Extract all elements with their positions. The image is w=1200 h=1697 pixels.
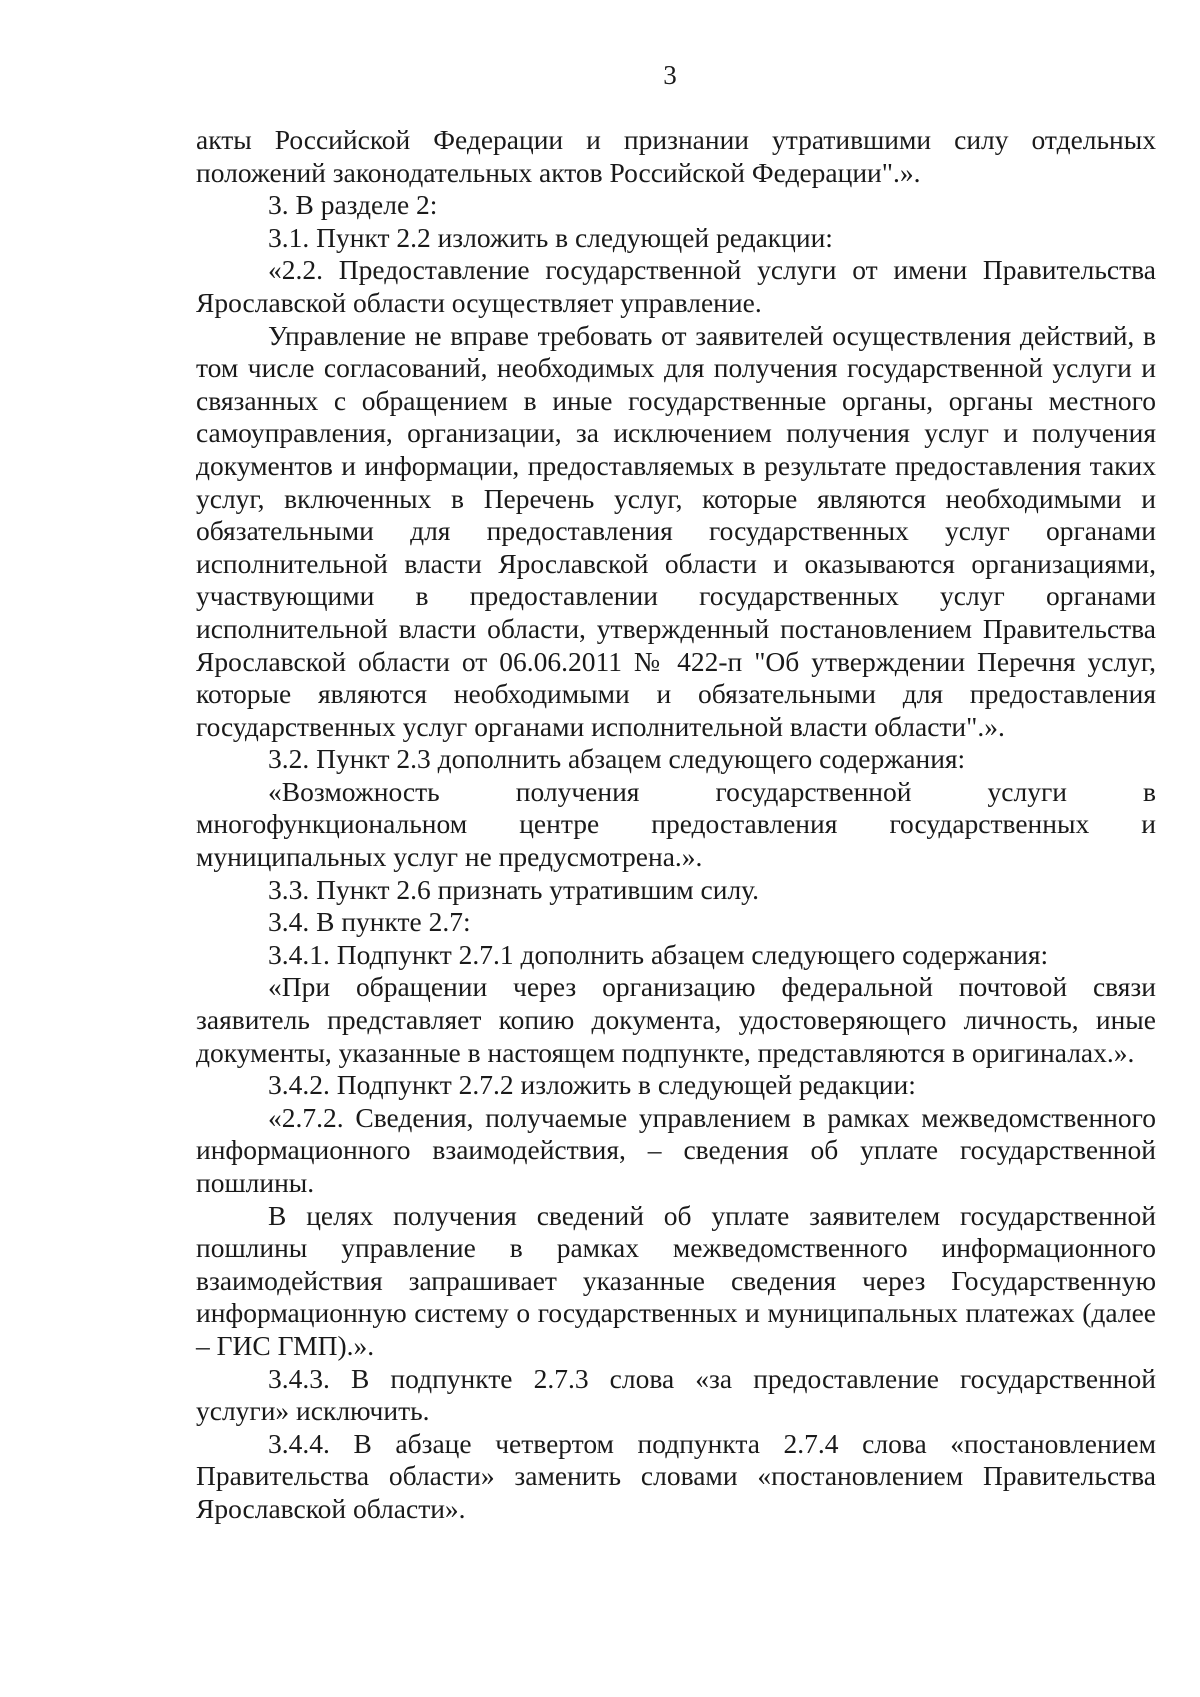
paragraph-management-restriction: Управление не вправе требовать от заявителей осуществления действий, в том числе согласований, необходимых для получения государственной услуги и связанных с обращением в иные государственные органы, органы местного самоуправления, организации, за исключением получения услуг и получения документов и информации, предоставляемых в результате предоставления таких услуг, включенных в Перечень услуг, которые являются необходимыми и обязательными для предоставления государственных услуг органами исполнительной власти Ярославской области и оказываются организациями, участвующими в предоставлении государственных услуг органами исполнительной власти области, утвержденный постановлением Правительства Ярославской области от 06.06.2011 № 422-п "Об утверждении Перечня услуг, которые являются необходимыми и обязательными для предоставления государственных услуг органами исполнительной власти области".». (196, 319, 1156, 742)
paragraph-3-4-2: 3.4.2. Подпункт 2.7.2 изложить в следующей редакции: (268, 1069, 916, 1101)
paragraph-postal-text: «При обращении через организацию федеральной почтовой связи заявитель представляет копию документа, удостоверяющего личность, иные документы, указанные в настоящем подпункте, представляются в оригиналах.». (196, 971, 1156, 1068)
paragraph-3-3: 3.3. Пункт 2.6 признать утратившим силу. (268, 873, 760, 905)
paragraph-3-2: 3.2. Пункт 2.3 дополнить абзацем следующего содержания: (268, 743, 966, 775)
paragraph-continuation: акты Российской Федерации и признании утратившими силу отдельных положений законодательных актов Российской Федерации".». (196, 124, 1156, 188)
document-body (196, 124, 1156, 1526)
paragraph-3-4-1: 3.4.1. Подпункт 2.7.1 дополнить абзацем следующего содержания: (268, 938, 1049, 970)
paragraph-2-7-2-text: «2.7.2. Сведения, получаемые управлением в рамках межведомственного информационного взаимодействия, – сведения об уплате государственной пошлины. (196, 1101, 1156, 1198)
paragraph-gis-gmp-text: В целях получения сведений об уплате заявителем государственной пошлины управление в рамках межведомственного информационного взаимодействия запрашивает указанные сведения через Государственную информационную систему о государственных и муниципальных платежах (далее – ГИС ГМП).». (196, 1199, 1156, 1361)
paragraph-mfc-text: «Возможность получения государственной услуги в многофункциональном центре предоставления государственных и муниципальных услуг не предусмотрена.». (196, 775, 1156, 873)
page-number: 3 (663, 60, 677, 90)
paragraph-2-2-text: «2.2. Предоставление государственной услуги от имени Правительства Ярославской области осуществляет управление. (196, 254, 1156, 318)
paragraph-3-1: 3.1. Пункт 2.2 изложить в следующей редакции: (268, 221, 833, 253)
paragraph-3-4-3: 3.4.3. В подпункте 2.7.3 слова «за предоставление государственной услуги» исключить. (196, 1362, 1156, 1427)
paragraph-section-3: 3. В разделе 2: (268, 189, 438, 221)
paragraph-3-4-4: 3.4.4. В абзаце четвертом подпункта 2.7.4 слова «постановлением Правительства области» заменить словами «постановлением Правительства Ярославской области». (196, 1427, 1156, 1524)
paragraph-3-4: 3.4. В пункте 2.7: (268, 906, 471, 938)
